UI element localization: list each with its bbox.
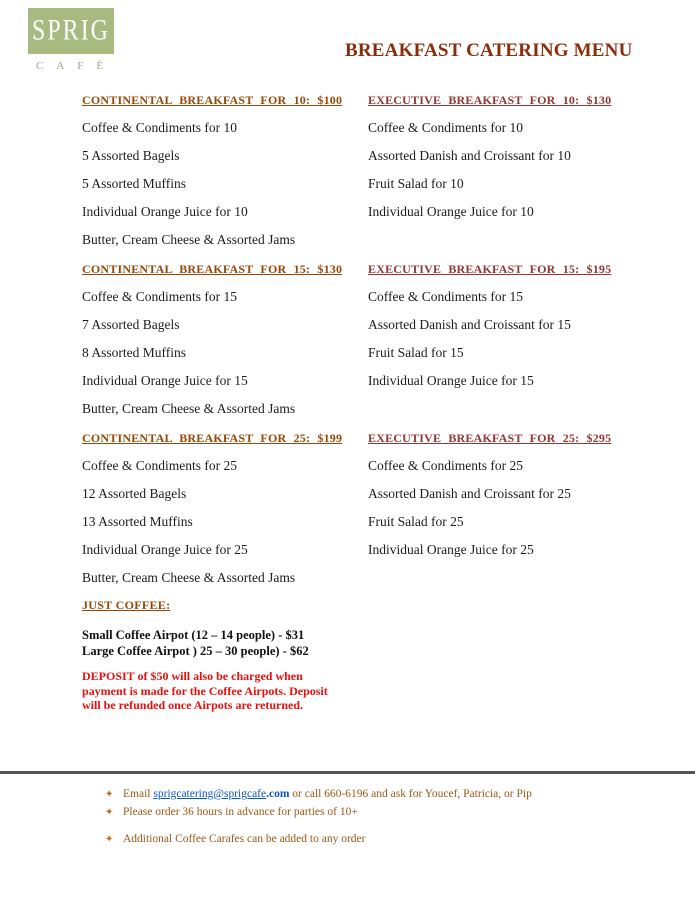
section-heading: CONTINENTAL BREAKFAST FOR 15: $130 <box>82 262 343 276</box>
section-heading: EXECUTIVE BREAKFAST FOR 25: $295 <box>368 431 612 445</box>
menu-item: Assorted Danish and Croissant for 15 <box>368 317 571 332</box>
menu-item: Coffee & Condiments for 10 <box>82 120 237 135</box>
page-title: BREAKFAST CATERING MENU <box>345 40 633 61</box>
menu-item: Assorted Danish and Croissant for 10 <box>368 148 571 163</box>
footer-order-notice-text: Please order 36 hours in advance for parties of 10+ <box>123 806 358 818</box>
menu-item: Coffee & Condiments for 15 <box>82 289 237 304</box>
section-heading: EXECUTIVE BREAKFAST FOR 15: $195 <box>368 262 612 276</box>
logo-wordmark: SPRIG <box>31 14 111 47</box>
menu-item: 5 Assorted Muffins <box>82 176 187 191</box>
just-coffee-section <box>82 598 382 713</box>
logo-green-box <box>28 8 114 54</box>
menu-item: Individual Orange Juice for 15 <box>368 373 534 388</box>
footer-contact-prefix: Email <box>123 788 154 800</box>
sprig-cafe-logo <box>28 8 117 72</box>
menu-item: 12 Assorted Bagels <box>82 486 187 501</box>
menu-item: Individual Orange Juice for 10 <box>82 204 248 219</box>
diamond-bullet-icon: ✦ <box>105 789 114 800</box>
footer-bullet-list <box>0 785 695 848</box>
menu-item: Individual Orange Juice for 25 <box>82 542 248 557</box>
email-link-suffix[interactable]: .com <box>266 788 290 800</box>
menu-section-executive-10 <box>368 93 673 262</box>
menu-item: Individual Orange Juice for 15 <box>82 373 248 388</box>
menu-section-executive-25 <box>368 431 673 600</box>
menu-grid <box>82 93 673 600</box>
section-heading: CONTINENTAL BREAKFAST FOR 25: $199 <box>82 431 343 445</box>
deposit-note: DEPOSIT of $50 will also be charged when payment is made for the Coffee Airpots. Deposit will be refunded once Airpots are returned. <box>82 669 328 712</box>
large-airpot-line: Large Coffee Airpot ) 25 – 30 people) - $62 <box>82 644 309 658</box>
email-link[interactable]: sprigcatering@sprigcafe <box>153 788 267 800</box>
diamond-bullet-icon: ✦ <box>105 807 114 818</box>
menu-item: Coffee & Condiments for 25 <box>368 458 523 473</box>
menu-item: Assorted Danish and Croissant for 25 <box>368 486 571 501</box>
logo-cafe-subtitle: CAFÉ <box>36 60 117 72</box>
menu-section-continental-10 <box>82 93 368 262</box>
menu-item: 7 Assorted Bagels <box>82 317 180 332</box>
menu-item: 8 Assorted Muffins <box>82 345 187 360</box>
menu-item: Butter, Cream Cheese & Assorted Jams <box>82 570 296 585</box>
menu-item: Coffee & Condiments for 25 <box>82 458 237 473</box>
menu-item: Butter, Cream Cheese & Assorted Jams <box>82 232 296 247</box>
menu-section-continental-15 <box>82 262 368 431</box>
footer <box>0 771 695 848</box>
section-heading: CONTINENTAL BREAKFAST FOR 10: $100 <box>82 93 343 107</box>
small-airpot-line: Small Coffee Airpot (12 – 14 people) - $31 <box>82 628 305 642</box>
section-heading: EXECUTIVE BREAKFAST FOR 10: $130 <box>368 93 612 107</box>
just-coffee-heading: JUST COFFEE: <box>82 598 171 612</box>
menu-section-executive-15 <box>368 262 673 431</box>
diamond-bullet-icon: ✦ <box>105 834 114 845</box>
menu-item: Coffee & Condiments for 10 <box>368 120 523 135</box>
menu-item: 13 Assorted Muffins <box>82 514 193 529</box>
menu-item: Butter, Cream Cheese & Assorted Jams <box>82 401 296 416</box>
menu-item: 5 Assorted Bagels <box>82 148 180 163</box>
footer-carafes-note <box>105 830 695 848</box>
menu-item: Fruit Salad for 25 <box>368 514 464 529</box>
menu-item: Fruit Salad for 10 <box>368 176 464 191</box>
menu-item: Individual Orange Juice for 10 <box>368 204 534 219</box>
footer-carafes-note-text: Additional Coffee Carafes can be added to any order <box>123 833 366 845</box>
footer-order-notice <box>105 803 695 821</box>
footer-contact-line <box>105 785 695 803</box>
footer-divider <box>0 771 695 774</box>
footer-contact-rest: or call 660-6196 and ask for Youcef, Patricia, or Pip <box>289 788 532 800</box>
menu-item: Individual Orange Juice for 25 <box>368 542 534 557</box>
menu-item: Coffee & Condiments for 15 <box>368 289 523 304</box>
menu-section-continental-25 <box>82 431 368 600</box>
menu-item: Fruit Salad for 15 <box>368 345 464 360</box>
